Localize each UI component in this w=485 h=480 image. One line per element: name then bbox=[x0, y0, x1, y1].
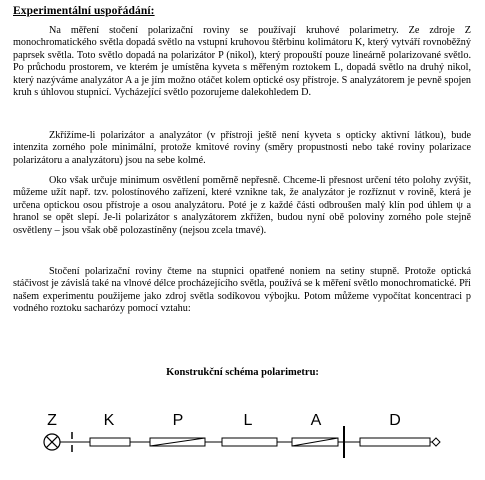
polarimeter-schema bbox=[0, 395, 485, 480]
diagram-title: Konstrukční schéma polarimetru: bbox=[166, 367, 319, 378]
section-heading: Experimentální uspořádání: bbox=[13, 5, 155, 17]
analyzer-prism bbox=[292, 438, 338, 446]
label-k: K bbox=[103, 412, 115, 429]
paragraph-3: Oko však určuje minimum osvětlení poměrně nepřesně. Chceme-li přesnost určení této polohy zvýšit, můžeme užít např. tzv. polostínového zařízení, které vznikne tak, že analyzátor je rozříznut v rovině, která je určena optickou osou přístroje a osou analyzátoru. Poté je z každé části odbroušen malý klín pod úhlem ψ a hranol se opět slepí. Je-li polarizátor s analyzátorem zkřížen, budou nyní obě poloviny zorného pole stejně osvětleny – jsou však obě polozastíněny (nejsou zcela tmavé). bbox=[13, 175, 471, 236]
eye-icon bbox=[432, 438, 440, 446]
label-p: P bbox=[172, 412, 184, 429]
label-z: Z bbox=[47, 412, 57, 429]
paragraph-1: Na měření stočení polarizační roviny se používají kruhové polarimetry. Ze zdroje Z monochromatického světla dopadá světlo na vstupní kruhovou štěrbinu kolimátoru K, který vytváří rovnoběžný paprsek světla. Toto světlo dopadá na polarizátor P (nikol), který propouští pouze lineárně polarizované světlo. Po průchodu prostorem, ve kterém je umístěna kyveta s měřeným roztokem L, dopadá světlo na druhý nikol, který nazýváme analyzátor A a je jím možno otáčet kolem optické osy přístroje. S analyzátorem je pevně spojen kruh s úhlovou stupnicí. Vycházející světlo pozorujeme dalekohledem D. bbox=[13, 25, 471, 99]
collimator-lens bbox=[90, 438, 130, 446]
polarizer-prism bbox=[150, 438, 205, 446]
label-l: L bbox=[243, 412, 253, 429]
sample-cuvette bbox=[222, 438, 277, 446]
label-d: D bbox=[389, 412, 401, 429]
source-lamp-icon bbox=[44, 434, 60, 450]
paragraph-4: Stočení polarizační roviny čteme na stupnici opatřené noniem na setiny stupně. Protože optická stáčivost je závislá také na vlnové délce procházejícího světla, používá se k měření světlo monochromatické. Při našem experimentu použijeme jako zdroj světla sodíkovou výbojku. Potom můžeme vypočítat koncentraci p vodného roztoku sacharózy pomocí vztahu: bbox=[13, 266, 471, 315]
telescope bbox=[360, 438, 430, 446]
label-a: A bbox=[310, 412, 322, 429]
paragraph-2: Zkřížíme-li polarizátor a analyzátor (v přístroji ještě není kyveta s opticky aktivní látkou), bude intenzita zorného pole minimální, protože kmitové roviny (směry propustnosti nebo také roviny polarizace polarizátoru a analyzátoru) jsou na sebe kolmé. bbox=[13, 130, 471, 166]
